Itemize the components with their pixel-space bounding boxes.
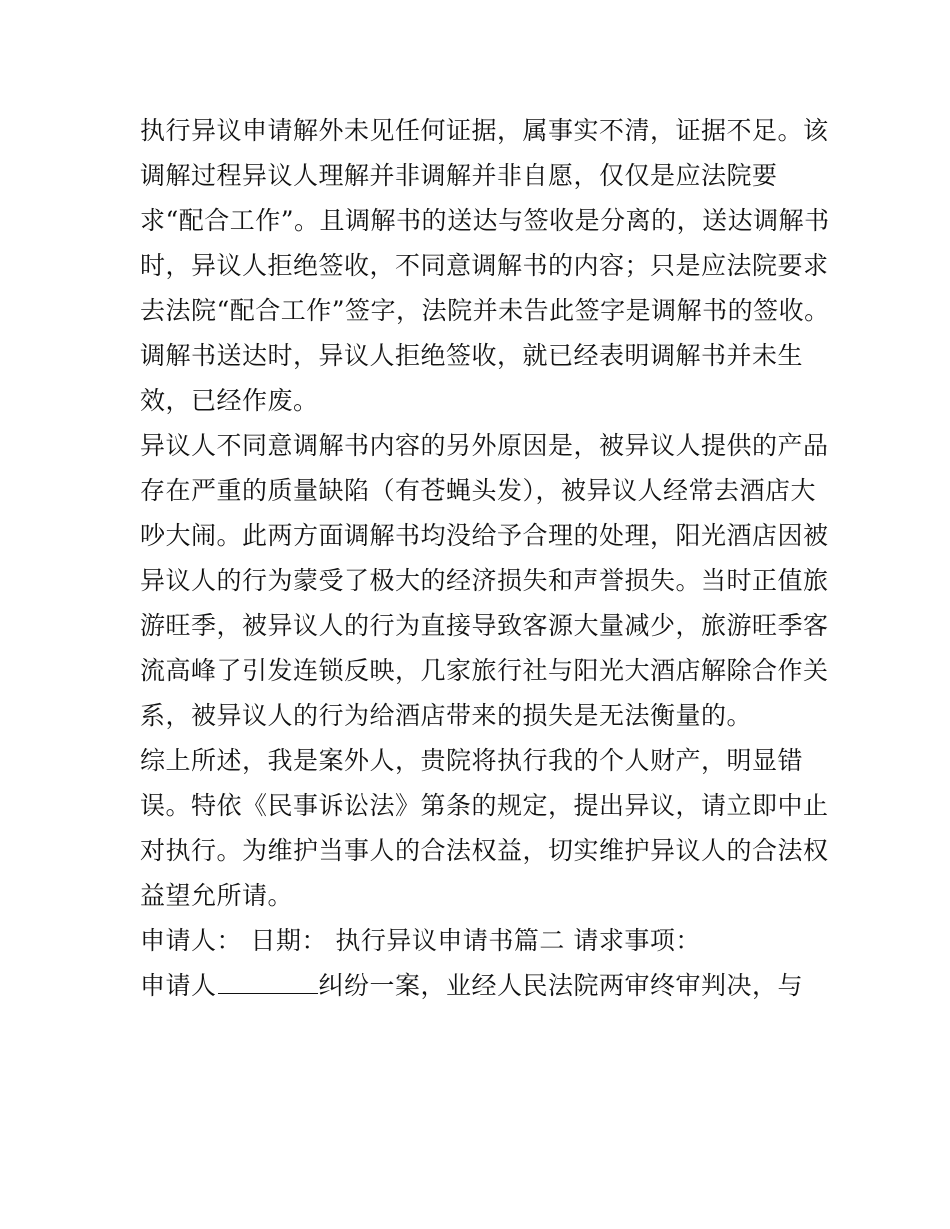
text-line-with-blank: [140, 963, 820, 1008]
text-line: 综上所述，我是案外人，贵院将执行我的个人财产，明显错: [140, 746, 804, 775]
text-line: 吵大闹。此两方面调解书均没给予合理的处理，阳光酒店因被: [140, 521, 829, 550]
fill-in-blank: [218, 965, 318, 994]
text-line: 系，被异议人的行为给酒店带来的损失是无法衡量的。: [140, 701, 753, 730]
text-line: 调解书送达时，异议人拒绝签收，就已经表明调解书并未生: [140, 341, 804, 370]
text-line: 异议人的行为蒙受了极大的经济损失和声誉损失。当时正值旅: [140, 566, 829, 595]
text-line: 时，异议人拒绝签收，不同意调解书的内容；只是应法院要求: [140, 251, 829, 280]
text-line: 异议人不同意调解书内容的另外原因是，被异议人提供的产品: [140, 431, 829, 460]
text-line: 调解过程异议人理解并非调解并非自愿，仅仅是应法院要: [140, 161, 778, 190]
text-line: 求“配合工作”。且调解书的送达与签收是分离的，送达调解书: [140, 206, 830, 235]
text-line: 误。特依《民事诉讼法》第条的规定，提出异议，请立即中止: [140, 791, 829, 820]
text-line: 流高峰了引发连锁反映，几家旅行社与阳光大酒店解除合作关: [140, 656, 829, 685]
text-line: 游旺季，被异议人的行为直接导致客源大量减少，旅游旺季客: [140, 611, 829, 640]
text-line: 效，已经作废。: [140, 386, 319, 415]
text-line: 对执行。为维护当事人的合法权益，切实维护异议人的合法权: [140, 836, 829, 865]
text-line: 执行异议申请解外未见任何证据，属事实不清，证据不足。该: [140, 116, 829, 145]
text-line: 去法院“配合工作”签字，法院并未告此签字是调解书的签收。: [140, 296, 830, 325]
case-text: 纠纷一案，业经人民法院两审终审判决，与: [318, 971, 804, 1000]
text-line: 存在严重的质量缺陷（有苍蝇头发），被异议人经常去酒店大: [140, 476, 817, 505]
applicant-label: 申请人: [140, 971, 217, 1000]
text-line: 益望允所请。: [140, 881, 294, 910]
document-body: [140, 108, 830, 1008]
text-line: 申请人： 日期： 执行异议申请书篇二 请求事项：: [140, 926, 701, 955]
